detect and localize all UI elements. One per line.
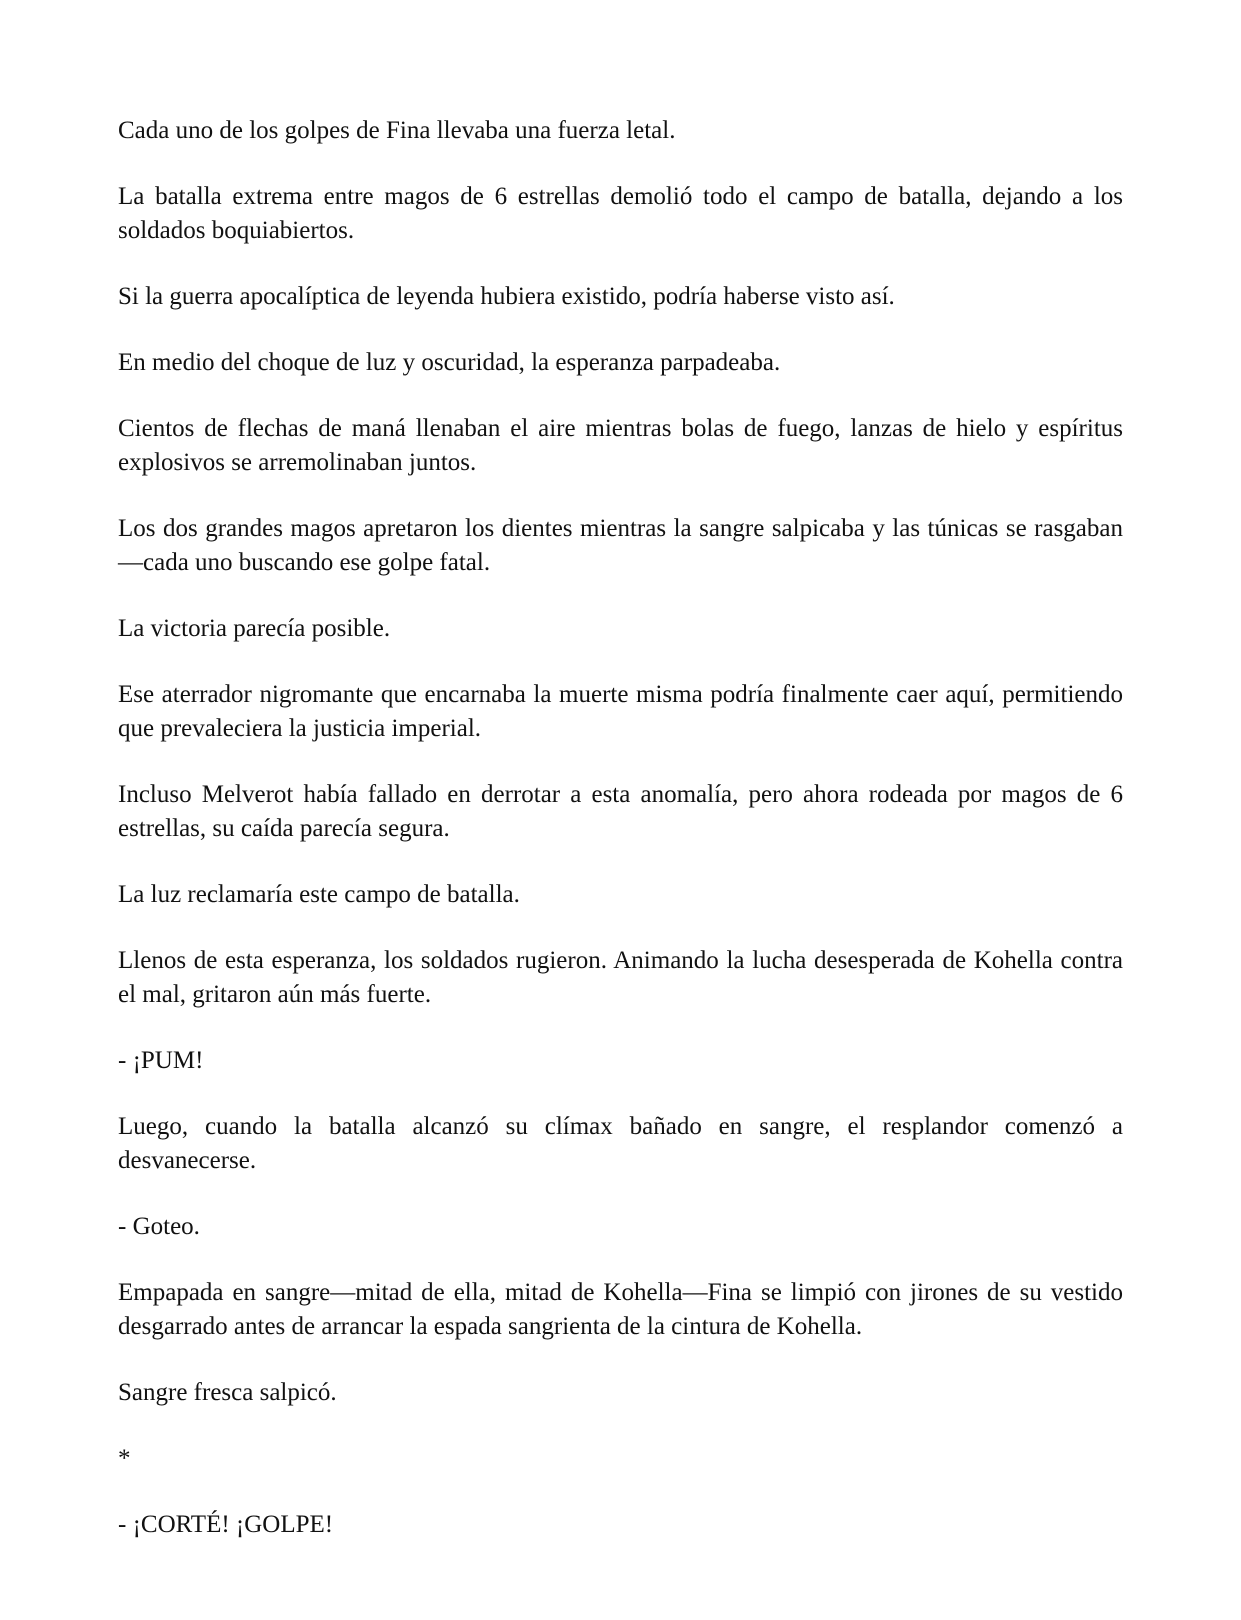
section-break: * — [118, 1445, 131, 1472]
paragraph: Incluso Melverot había fallado en derrotar a esta anomalía, pero ahora rodeada por magos de 6 estrellas, su caída parecía segura. — [118, 781, 1123, 842]
body-text — [118, 114, 1123, 1574]
paragraph: Empapada en sangre—mitad de ella, mitad de Kohella—Fina se limpió con jirones de su vestido desgarrado antes de arrancar la espada sangrienta de la cintura de Kohella. — [118, 1279, 1123, 1340]
paragraph: - ¡PUM! — [118, 1047, 204, 1074]
paragraph: - ¡CORTÉ! ¡GOLPE! — [118, 1511, 334, 1538]
paragraph: - Goteo. — [118, 1213, 200, 1240]
paragraph: Llenos de esta esperanza, los soldados rugieron. Animando la lucha desesperada de Kohella contra el mal, gritaron aún más fuerte. — [118, 947, 1123, 1008]
paragraph: Cada uno de los golpes de Fina llevaba una fuerza letal. — [118, 117, 676, 144]
paragraph: Sangre fresca salpicó. — [118, 1379, 337, 1406]
paragraph: La batalla extrema entre magos de 6 estrellas demolió todo el campo de batalla, dejando a los soldados boquiabiertos. — [118, 183, 1123, 244]
paragraph: Luego, cuando la batalla alcanzó su clímax bañado en sangre, el resplandor comenzó a desvanecerse. — [118, 1113, 1123, 1174]
paragraph: Cientos de flechas de maná llenaban el aire mientras bolas de fuego, lanzas de hielo y espíritus explosivos se arremolinaban juntos. — [118, 415, 1123, 476]
paragraph: En medio del choque de luz y oscuridad, la esperanza parpadeaba. — [118, 349, 781, 376]
paragraph: La luz reclamaría este campo de batalla. — [118, 881, 520, 908]
paragraph: Los dos grandes magos apretaron los dientes mientras la sangre salpicaba y las túnicas se rasgaban—cada uno buscando ese golpe fatal. — [118, 515, 1123, 576]
paragraph: La victoria parecía posible. — [118, 615, 391, 642]
paragraph: Ese aterrador nigromante que encarnaba la muerte misma podría finalmente caer aquí, permitiendo que prevaleciera la justicia imperial. — [118, 681, 1123, 742]
paragraph: Si la guerra apocalíptica de leyenda hubiera existido, podría haberse visto así. — [118, 283, 895, 310]
